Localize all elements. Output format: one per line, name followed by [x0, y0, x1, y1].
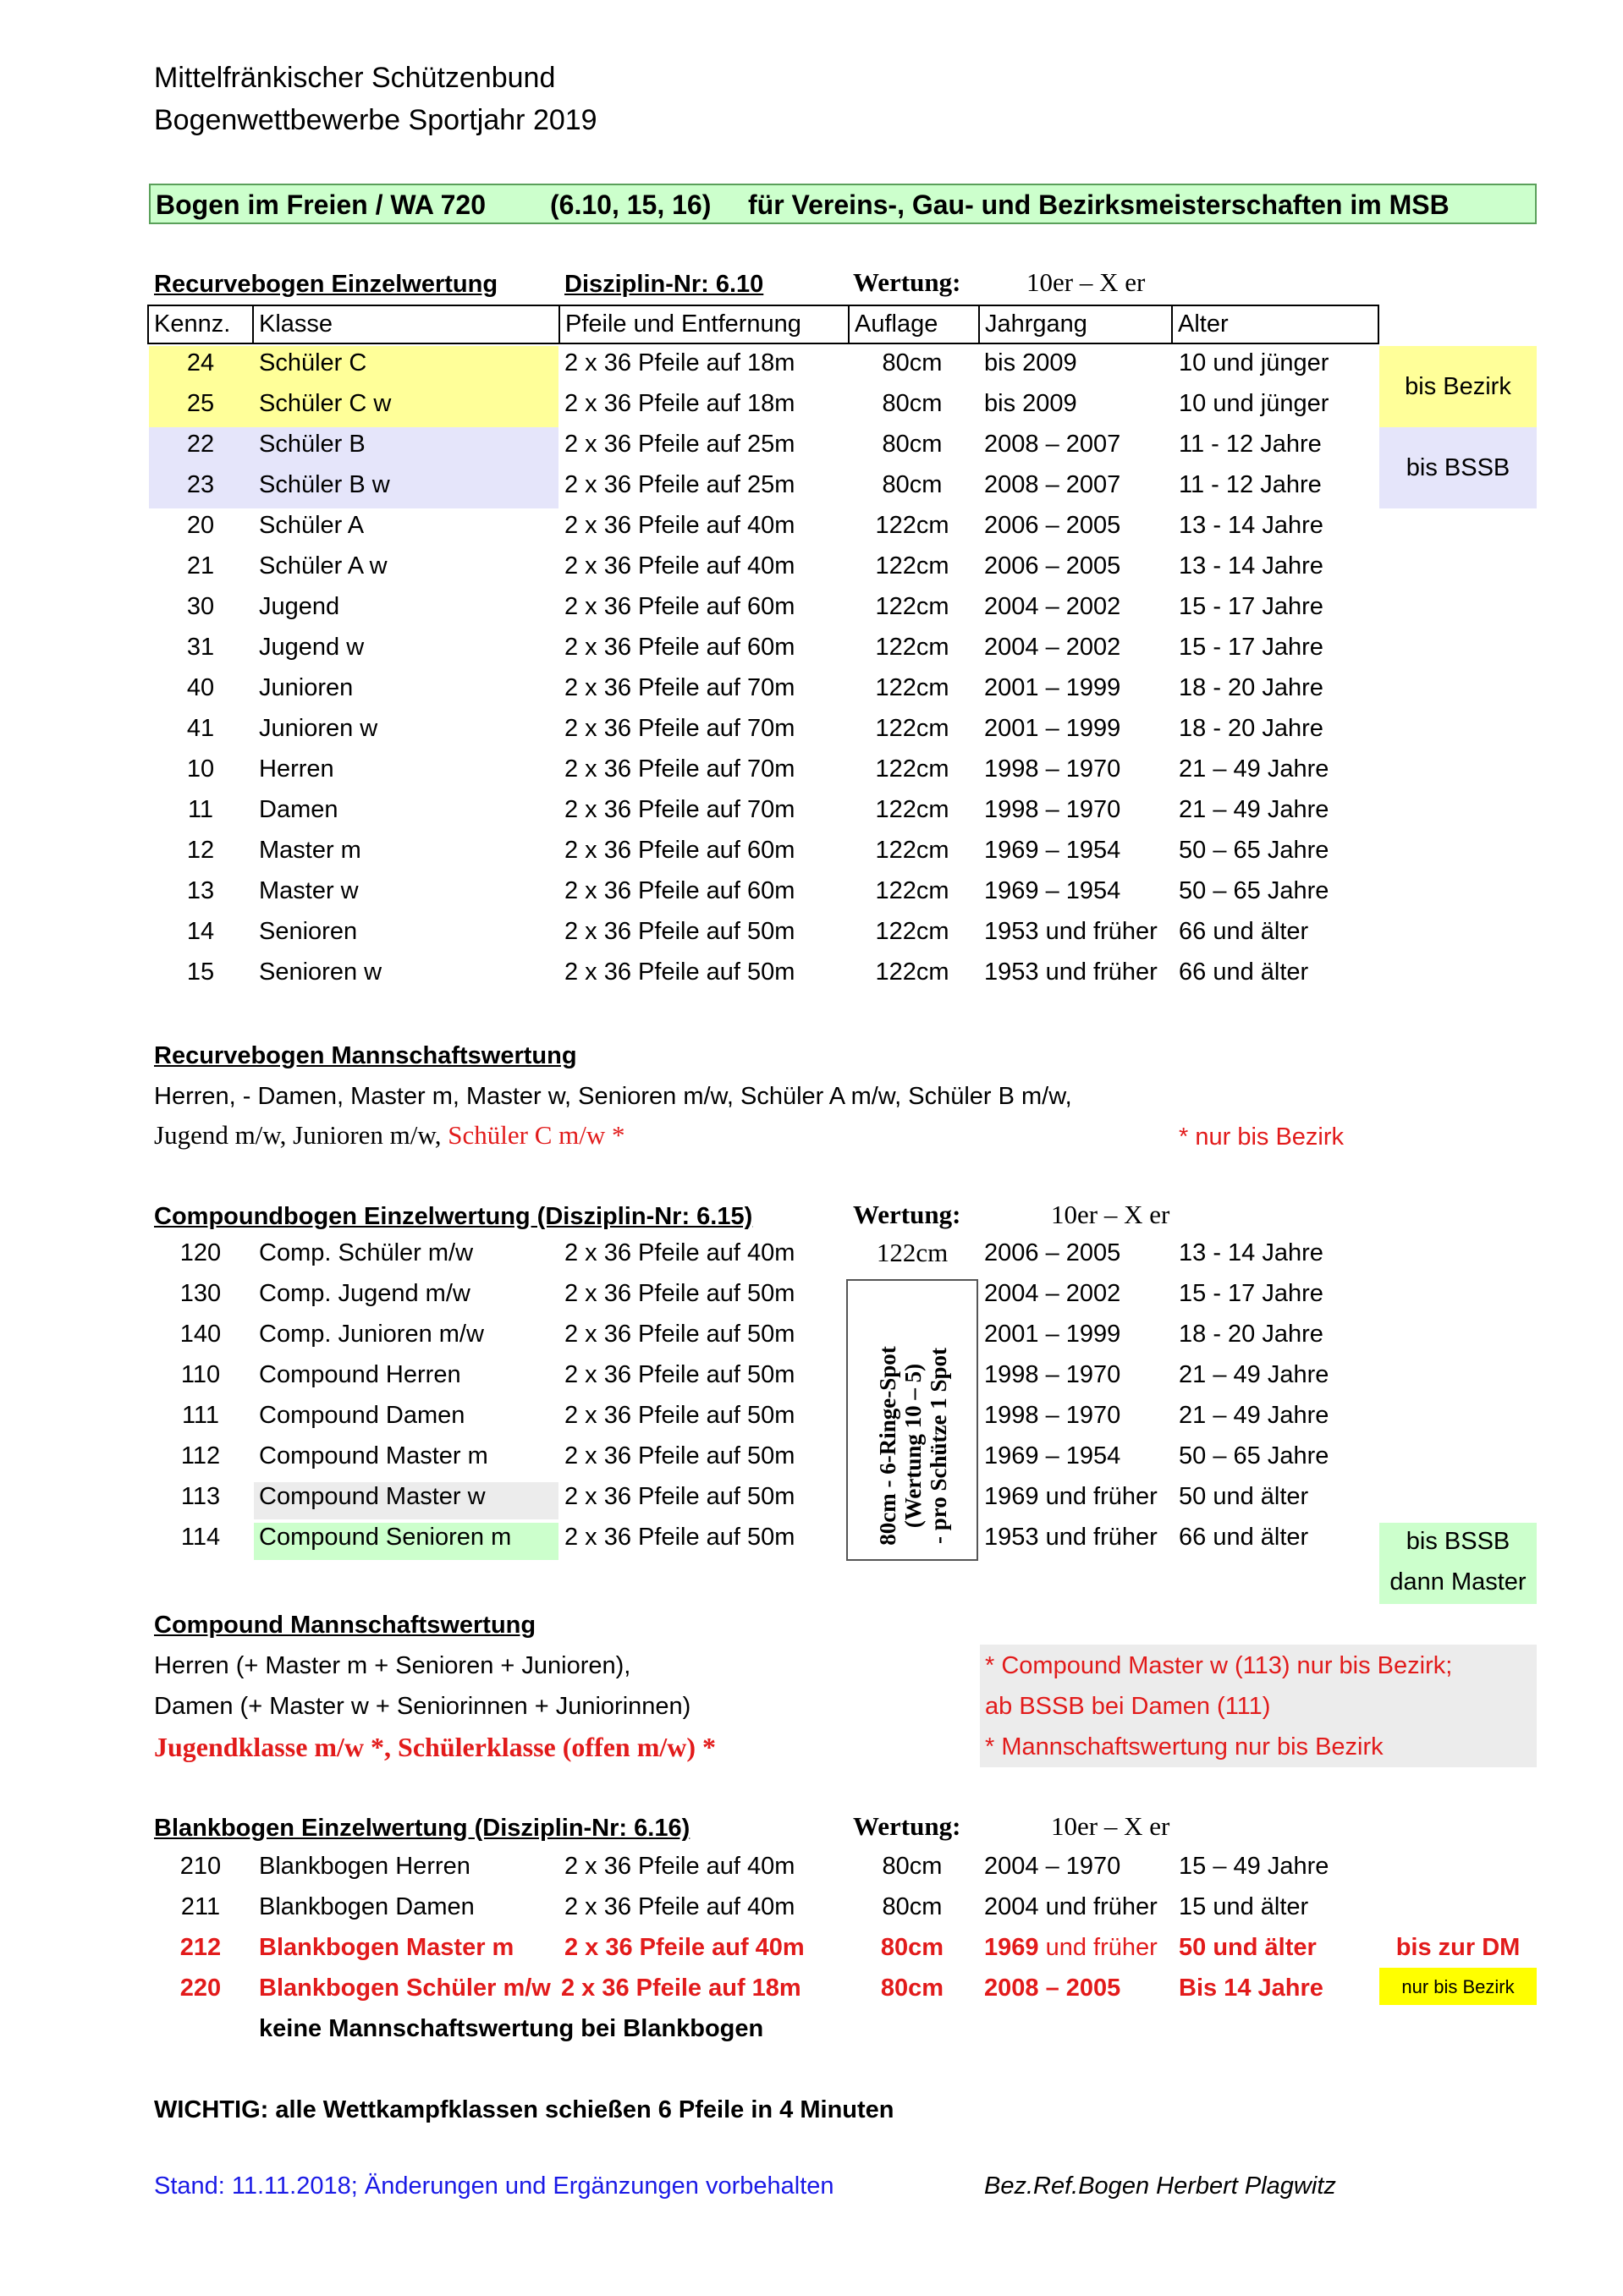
cell-kennz: 30 — [186, 593, 215, 620]
compound-side-box — [1379, 1523, 1537, 1604]
cell-klasse: Compound Master m — [259, 1442, 488, 1469]
cell-alter: 13 - 14 Jahre — [1179, 512, 1323, 539]
recurve-team-schueler-c: Schüler C m/w * — [448, 1120, 625, 1150]
compound-team-note1: * Compound Master w (113) nur bis Bezirk; — [985, 1652, 1453, 1679]
compound-team-note3: * Mannschaftswertung nur bis Bezirk — [985, 1733, 1384, 1760]
cell-pfeile: 2 x 36 Pfeile auf 70m — [564, 755, 795, 783]
spot-line2: (Wertung 10 – 5) — [900, 1363, 926, 1529]
cell-kennz: 140 — [179, 1321, 222, 1348]
cell-jahrgang: 2006 – 2005 — [984, 512, 1121, 539]
cell-alter: Bis 14 Jahre — [1179, 1975, 1323, 2002]
cell-kennz: 110 — [180, 1361, 221, 1388]
compound-team-line2: Damen (+ Master w + Seniorinnen + Juniorinnen) — [154, 1693, 691, 1720]
cell-klasse: Compound Master w — [259, 1483, 486, 1510]
side-bssb-box — [1379, 427, 1537, 508]
banner — [149, 184, 1537, 224]
cell-pfeile: 2 x 36 Pfeile auf 50m — [564, 958, 795, 986]
footer-author: Bez.Ref.Bogen Herbert Plagwitz — [984, 2172, 1336, 2200]
banner-disc: (6.10, 15, 16) — [550, 190, 712, 220]
cell-pfeile: 2 x 36 Pfeile auf 50m — [564, 1524, 795, 1551]
cell-alter: 13 - 14 Jahre — [1179, 1239, 1323, 1266]
cell-klasse: Schüler A — [259, 512, 365, 539]
cell-klasse: Compound Herren — [259, 1361, 461, 1388]
cell-kennz: 21 — [186, 552, 215, 579]
cell-auflage: 122cm — [876, 1238, 949, 1267]
cell-pfeile: 2 x 36 Pfeile auf 50m — [564, 1321, 795, 1348]
cell-alter: 15 - 17 Jahre — [1179, 1280, 1323, 1307]
cell-alter: 11 - 12 Jahre — [1179, 431, 1322, 458]
cell-jahrgang: 2001 – 1999 — [984, 715, 1121, 742]
cell-klasse: Jugend w — [259, 634, 365, 661]
col-jahrgang: Jahrgang — [978, 305, 1173, 344]
cell-kennz: 120 — [179, 1239, 222, 1266]
recurve-wertung-value: 10er – X er — [1026, 267, 1146, 297]
cell-alter: 15 - 17 Jahre — [1179, 634, 1323, 661]
cell-alter: 66 und älter — [1179, 958, 1309, 986]
recurve-team-title: Recurvebogen Mannschaftswertung — [154, 1042, 577, 1069]
cell-klasse: Comp. Schüler m/w — [259, 1239, 474, 1266]
cell-pfeile: 2 x 36 Pfeile auf 18m — [564, 349, 795, 376]
important-note: WICHTIG: alle Wettkampfklassen schießen 6 Pfeile in 4 Minuten — [154, 2096, 894, 2123]
cell-alter: 21 – 49 Jahre — [1179, 796, 1329, 823]
cell-jahrgang — [984, 1934, 1158, 1961]
spot-line1: 80cm - 6-Ringe-Spot — [875, 1346, 900, 1546]
cell-klasse: Blankbogen Herren — [259, 1853, 470, 1880]
cell-jahrgang: 1969 – 1954 — [984, 877, 1121, 904]
cell-auflage: 80cm — [882, 349, 943, 376]
footer-stand: Stand: 11.11.2018; Änderungen und Ergänzungen vorbehalten — [154, 2172, 834, 2200]
cell-jahrgang: 2004 – 1970 — [984, 1853, 1121, 1880]
cell-auflage: 122cm — [875, 593, 949, 620]
cell-kennz: 11 — [187, 796, 214, 823]
recurve-team-note: * nur bis Bezirk — [1179, 1123, 1345, 1151]
cell-kennz: 22 — [186, 431, 215, 458]
cell-pfeile: 2 x 36 Pfeile auf 50m — [564, 1280, 795, 1307]
cell-alter: 15 und älter — [1179, 1893, 1309, 1920]
cell-pfeile: 2 x 36 Pfeile auf 25m — [564, 471, 795, 498]
cell-pfeile: 2 x 36 Pfeile auf 70m — [564, 715, 795, 742]
header-title: Mittelfränkischer Schützenbund — [154, 62, 556, 94]
cell-kennz: 10 — [186, 755, 215, 783]
cell-alter: 50 – 65 Jahre — [1179, 1442, 1329, 1469]
cell-alter: 15 - 17 Jahre — [1179, 593, 1323, 620]
cell-pfeile: 2 x 36 Pfeile auf 40m — [564, 1239, 795, 1266]
cell-kennz: 23 — [186, 471, 215, 498]
cell-jahrgang: 2008 – 2007 — [984, 431, 1121, 458]
cell-jahrgang: 2006 – 2005 — [984, 1239, 1121, 1266]
cell-klasse: Comp. Jugend m/w — [259, 1280, 470, 1307]
cell-klasse: Master m — [259, 837, 361, 864]
cell-auflage: 122cm — [875, 837, 949, 864]
cell-alter: 21 – 49 Jahre — [1179, 1361, 1329, 1388]
cell-kennz: 111 — [181, 1402, 220, 1429]
cell-auflage: 80cm — [882, 1893, 943, 1920]
cell-pfeile: 2 x 36 Pfeile auf 25m — [564, 431, 795, 458]
cell-kennz: 14 — [186, 918, 215, 945]
cell-auflage: 122cm — [875, 796, 949, 823]
cell-pfeile: 2 x 36 Pfeile auf 40m — [564, 512, 795, 539]
cell-auflage: 122cm — [875, 715, 949, 742]
cell-kennz: 114 — [180, 1524, 221, 1551]
cell-klasse: Schüler C — [259, 349, 367, 376]
cell-kennz: 12 — [186, 837, 215, 864]
nur-bis-bezirk-box — [1379, 1968, 1537, 2005]
cell-pfeile: 2 x 36 Pfeile auf 60m — [564, 837, 795, 864]
cell-jahrgang: bis 2009 — [984, 349, 1077, 376]
cell-jahrgang: 2004 – 2002 — [984, 634, 1121, 661]
cell-klasse: Schüler C w — [259, 390, 392, 417]
recurve-wertung-label: Wertung: — [853, 267, 961, 297]
cell-kennz: 112 — [180, 1442, 221, 1469]
cell-pfeile: 2 x 36 Pfeile auf 40m — [564, 1934, 805, 1961]
blank-title: Blankbogen Einzelwertung (Disziplin-Nr: 6.16) — [154, 1815, 690, 1842]
blank-wertung-value: 10er – X er — [1051, 1811, 1170, 1841]
cell-auflage: 122cm — [875, 918, 949, 945]
cell-auflage: 80cm — [882, 431, 943, 458]
cell-jahrgang: 1969 – 1954 — [984, 1442, 1121, 1469]
spot-line3: - pro Schütze 1 Spot — [926, 1347, 951, 1545]
cell-kennz: 130 — [179, 1280, 222, 1307]
cell-kennz: 212 — [179, 1934, 222, 1961]
cell-klasse: Compound Senioren m — [259, 1524, 512, 1551]
cell-klasse: Senioren w — [259, 958, 382, 986]
cell-kennz: 24 — [186, 349, 215, 376]
banner-title: Bogen im Freien / WA 720 — [156, 190, 487, 220]
side-bezirk-box — [1379, 346, 1537, 427]
cell-kennz: 211 — [180, 1893, 221, 1920]
cell-jahrgang: 1969 und früher — [984, 1483, 1158, 1510]
compound-wertung-label: Wertung: — [853, 1200, 961, 1229]
cell-klasse: Junioren — [259, 674, 354, 701]
cell-alter: 66 und älter — [1179, 1524, 1309, 1551]
cell-klasse: Jugend — [259, 593, 340, 620]
cell-jahrgang: 2006 – 2005 — [984, 552, 1121, 579]
cell-kennz: 31 — [186, 634, 215, 661]
cell-alter: 50 und älter — [1179, 1483, 1309, 1510]
cell-jahrgang: 1998 – 1970 — [984, 755, 1121, 783]
cell-kennz: 220 — [179, 1975, 222, 2002]
col-kennz: Kennz. — [147, 305, 254, 344]
cell-auflage: 80cm — [880, 1934, 944, 1961]
cell-jahrgang: 2004 – 2002 — [984, 1280, 1121, 1307]
cell-klasse: Blankbogen Master m — [259, 1934, 514, 1961]
cell-jahrgang: 1998 – 1970 — [984, 1402, 1121, 1429]
cell-klasse: Schüler B w — [259, 471, 390, 498]
cell-pfeile: 2 x 36 Pfeile auf 40m — [564, 1893, 795, 1920]
col-auflage: Auflage — [848, 305, 980, 344]
compound-side-line1: bis BSSB — [1406, 1528, 1510, 1555]
recurve-team-line2 — [154, 1122, 625, 1149]
compound-side-line2: dann Master — [1389, 1568, 1527, 1596]
cell-auflage: 122cm — [875, 755, 949, 783]
cell-pfeile: 2 x 36 Pfeile auf 50m — [564, 1483, 795, 1510]
compound-team-title: Compound Mannschaftswertung — [154, 1612, 536, 1639]
cell-kennz: 15 — [186, 958, 215, 986]
cell-jahrgang: 1953 und früher — [984, 918, 1158, 945]
cell-klasse: Blankbogen Schüler m/w — [259, 1975, 551, 2002]
compound-team-line3: Jugendklasse m/w *, Schülerklasse (offen m/w) * — [154, 1732, 717, 1762]
cell-auflage: 122cm — [875, 674, 949, 701]
cell-kennz: 13 — [186, 877, 215, 904]
cell-pfeile: 2 x 36 Pfeile auf 70m — [564, 674, 795, 701]
cell-pfeile: 2 x 36 Pfeile auf 60m — [564, 593, 795, 620]
cell-alter: 50 – 65 Jahre — [1179, 837, 1329, 864]
header-subtitle: Bogenwettbewerbe Sportjahr 2019 — [154, 104, 597, 136]
cell-auflage: 122cm — [875, 512, 949, 539]
cell-pfeile: 2 x 36 Pfeile auf 50m — [564, 1442, 795, 1469]
compound-team-line1: Herren (+ Master m + Senioren + Junioren), — [154, 1652, 631, 1679]
cell-kennz: 40 — [186, 674, 215, 701]
cell-alter: 50 – 65 Jahre — [1179, 877, 1329, 904]
cell-jahrgang: 2001 – 1999 — [984, 1321, 1121, 1348]
cell-klasse: Blankbogen Damen — [259, 1893, 475, 1920]
compound-team-note2: ab BSSB bei Damen (111) — [985, 1693, 1271, 1720]
cell-kennz: 210 — [179, 1853, 222, 1880]
cell-alter: 18 - 20 Jahre — [1179, 715, 1323, 742]
cell-jahrgang: 2004 – 2002 — [984, 593, 1121, 620]
cell-pfeile: 2 x 36 Pfeile auf 18m — [564, 390, 795, 417]
cell-alter: 11 - 12 Jahre — [1179, 471, 1322, 498]
cell-jahrgang: bis 2009 — [984, 390, 1077, 417]
cell-auflage: 122cm — [875, 877, 949, 904]
cell-pfeile: 2 x 36 Pfeile auf 40m — [564, 552, 795, 579]
nur-bis-bezirk-label: nur bis Bezirk — [1401, 1976, 1515, 1997]
cell-alter: 13 - 14 Jahre — [1179, 552, 1323, 579]
cell-jahrgang: 2008 – 2005 — [984, 1975, 1121, 2002]
cell-kennz: 113 — [180, 1483, 221, 1510]
cell-alter: 10 und jünger — [1179, 349, 1329, 376]
cell-jahrgang: 1998 – 1970 — [984, 796, 1121, 823]
cell-klasse: Senioren — [259, 918, 358, 945]
cell-auflage: 80cm — [880, 1975, 944, 2002]
cell-klasse: Comp. Junioren m/w — [259, 1321, 484, 1348]
cell-auflage: 80cm — [882, 1853, 943, 1880]
cell-alter: 50 und älter — [1179, 1934, 1317, 1961]
recurve-disc: Disziplin-Nr: 6.10 — [564, 271, 764, 298]
cell-klasse: Compound Damen — [259, 1402, 465, 1429]
side-bezirk-label: bis Bezirk — [1405, 373, 1511, 400]
cell-kennz: 25 — [186, 390, 215, 417]
cell-jahrgang-year: 1969 — [984, 1934, 1039, 1961]
cell-klasse: Damen — [259, 796, 338, 823]
recurve-team-line2-text: Jugend m/w, Junioren m/w, — [154, 1120, 442, 1150]
cell-pfeile: 2 x 36 Pfeile auf 60m — [564, 877, 795, 904]
cell-klasse: Herren — [259, 755, 334, 783]
cell-auflage: 80cm — [882, 471, 943, 498]
cell-jahrgang: 1953 und früher — [984, 958, 1158, 986]
cell-pfeile: 2 x 36 Pfeile auf 18m — [561, 1975, 801, 2002]
cell-alter: 15 – 49 Jahre — [1179, 1853, 1329, 1880]
cell-kennz: 20 — [186, 512, 215, 539]
cell-auflage: 122cm — [875, 958, 949, 986]
cell-pfeile: 2 x 36 Pfeile auf 50m — [564, 918, 795, 945]
cell-klasse: Master w — [259, 877, 359, 904]
cell-klasse: Schüler B — [259, 431, 366, 458]
cell-alter: 21 – 49 Jahre — [1179, 1402, 1329, 1429]
cell-jahrgang: 2008 – 2007 — [984, 471, 1121, 498]
cell-alter: 10 und jünger — [1179, 390, 1329, 417]
cell-auflage: 122cm — [875, 552, 949, 579]
cell-klasse: Schüler A w — [259, 552, 388, 579]
cell-alter: 21 – 49 Jahre — [1179, 755, 1329, 783]
col-klasse: Klasse — [252, 305, 560, 344]
cell-alter: 66 und älter — [1179, 918, 1309, 945]
recurve-title: Recurvebogen Einzelwertung — [154, 271, 498, 298]
blank-wertung-label: Wertung: — [853, 1811, 961, 1841]
compound-team-note-box — [980, 1645, 1537, 1767]
banner-purpose: für Vereins-, Gau- und Bezirksmeisterschaften im MSB — [748, 190, 1450, 220]
cell-klasse: Junioren w — [259, 715, 378, 742]
compound-title: Compoundbogen Einzelwertung (Disziplin-Nr: 6.15) — [154, 1203, 753, 1230]
cell-side: bis zur DM — [1395, 1934, 1521, 1961]
compound-wertung-value: 10er – X er — [1051, 1200, 1170, 1229]
cell-alter: 18 - 20 Jahre — [1179, 1321, 1323, 1348]
side-bssb-label: bis BSSB — [1406, 454, 1510, 481]
blank-no-team: keine Mannschaftswertung bei Blankbogen — [259, 2015, 764, 2042]
cell-jahrgang: 2001 – 1999 — [984, 674, 1121, 701]
col-alter: Alter — [1171, 305, 1379, 344]
col-pfeile: Pfeile und Entfernung — [558, 305, 850, 344]
spot-text-group — [875, 1306, 951, 1585]
cell-pfeile: 2 x 36 Pfeile auf 40m — [564, 1853, 795, 1880]
cell-jahrgang-suffix: und früher — [1045, 1934, 1158, 1961]
cell-auflage: 80cm — [882, 390, 943, 417]
cell-pfeile: 2 x 36 Pfeile auf 50m — [564, 1402, 795, 1429]
cell-pfeile: 2 x 36 Pfeile auf 50m — [564, 1361, 795, 1388]
cell-kennz: 41 — [186, 715, 215, 742]
cell-jahrgang: 1998 – 1970 — [984, 1361, 1121, 1388]
recurve-team-line1: Herren, - Damen, Master m, Master w, Senioren m/w, Schüler A m/w, Schüler B m/w, — [154, 1083, 1072, 1110]
cell-jahrgang: 1969 – 1954 — [984, 837, 1121, 864]
cell-pfeile: 2 x 36 Pfeile auf 70m — [564, 796, 795, 823]
cell-alter: 18 - 20 Jahre — [1179, 674, 1323, 701]
cell-jahrgang: 2004 und früher — [984, 1893, 1158, 1920]
cell-pfeile: 2 x 36 Pfeile auf 60m — [564, 634, 795, 661]
spot-target-box — [846, 1279, 978, 1561]
cell-auflage: 122cm — [875, 634, 949, 661]
cell-jahrgang: 1953 und früher — [984, 1524, 1158, 1551]
